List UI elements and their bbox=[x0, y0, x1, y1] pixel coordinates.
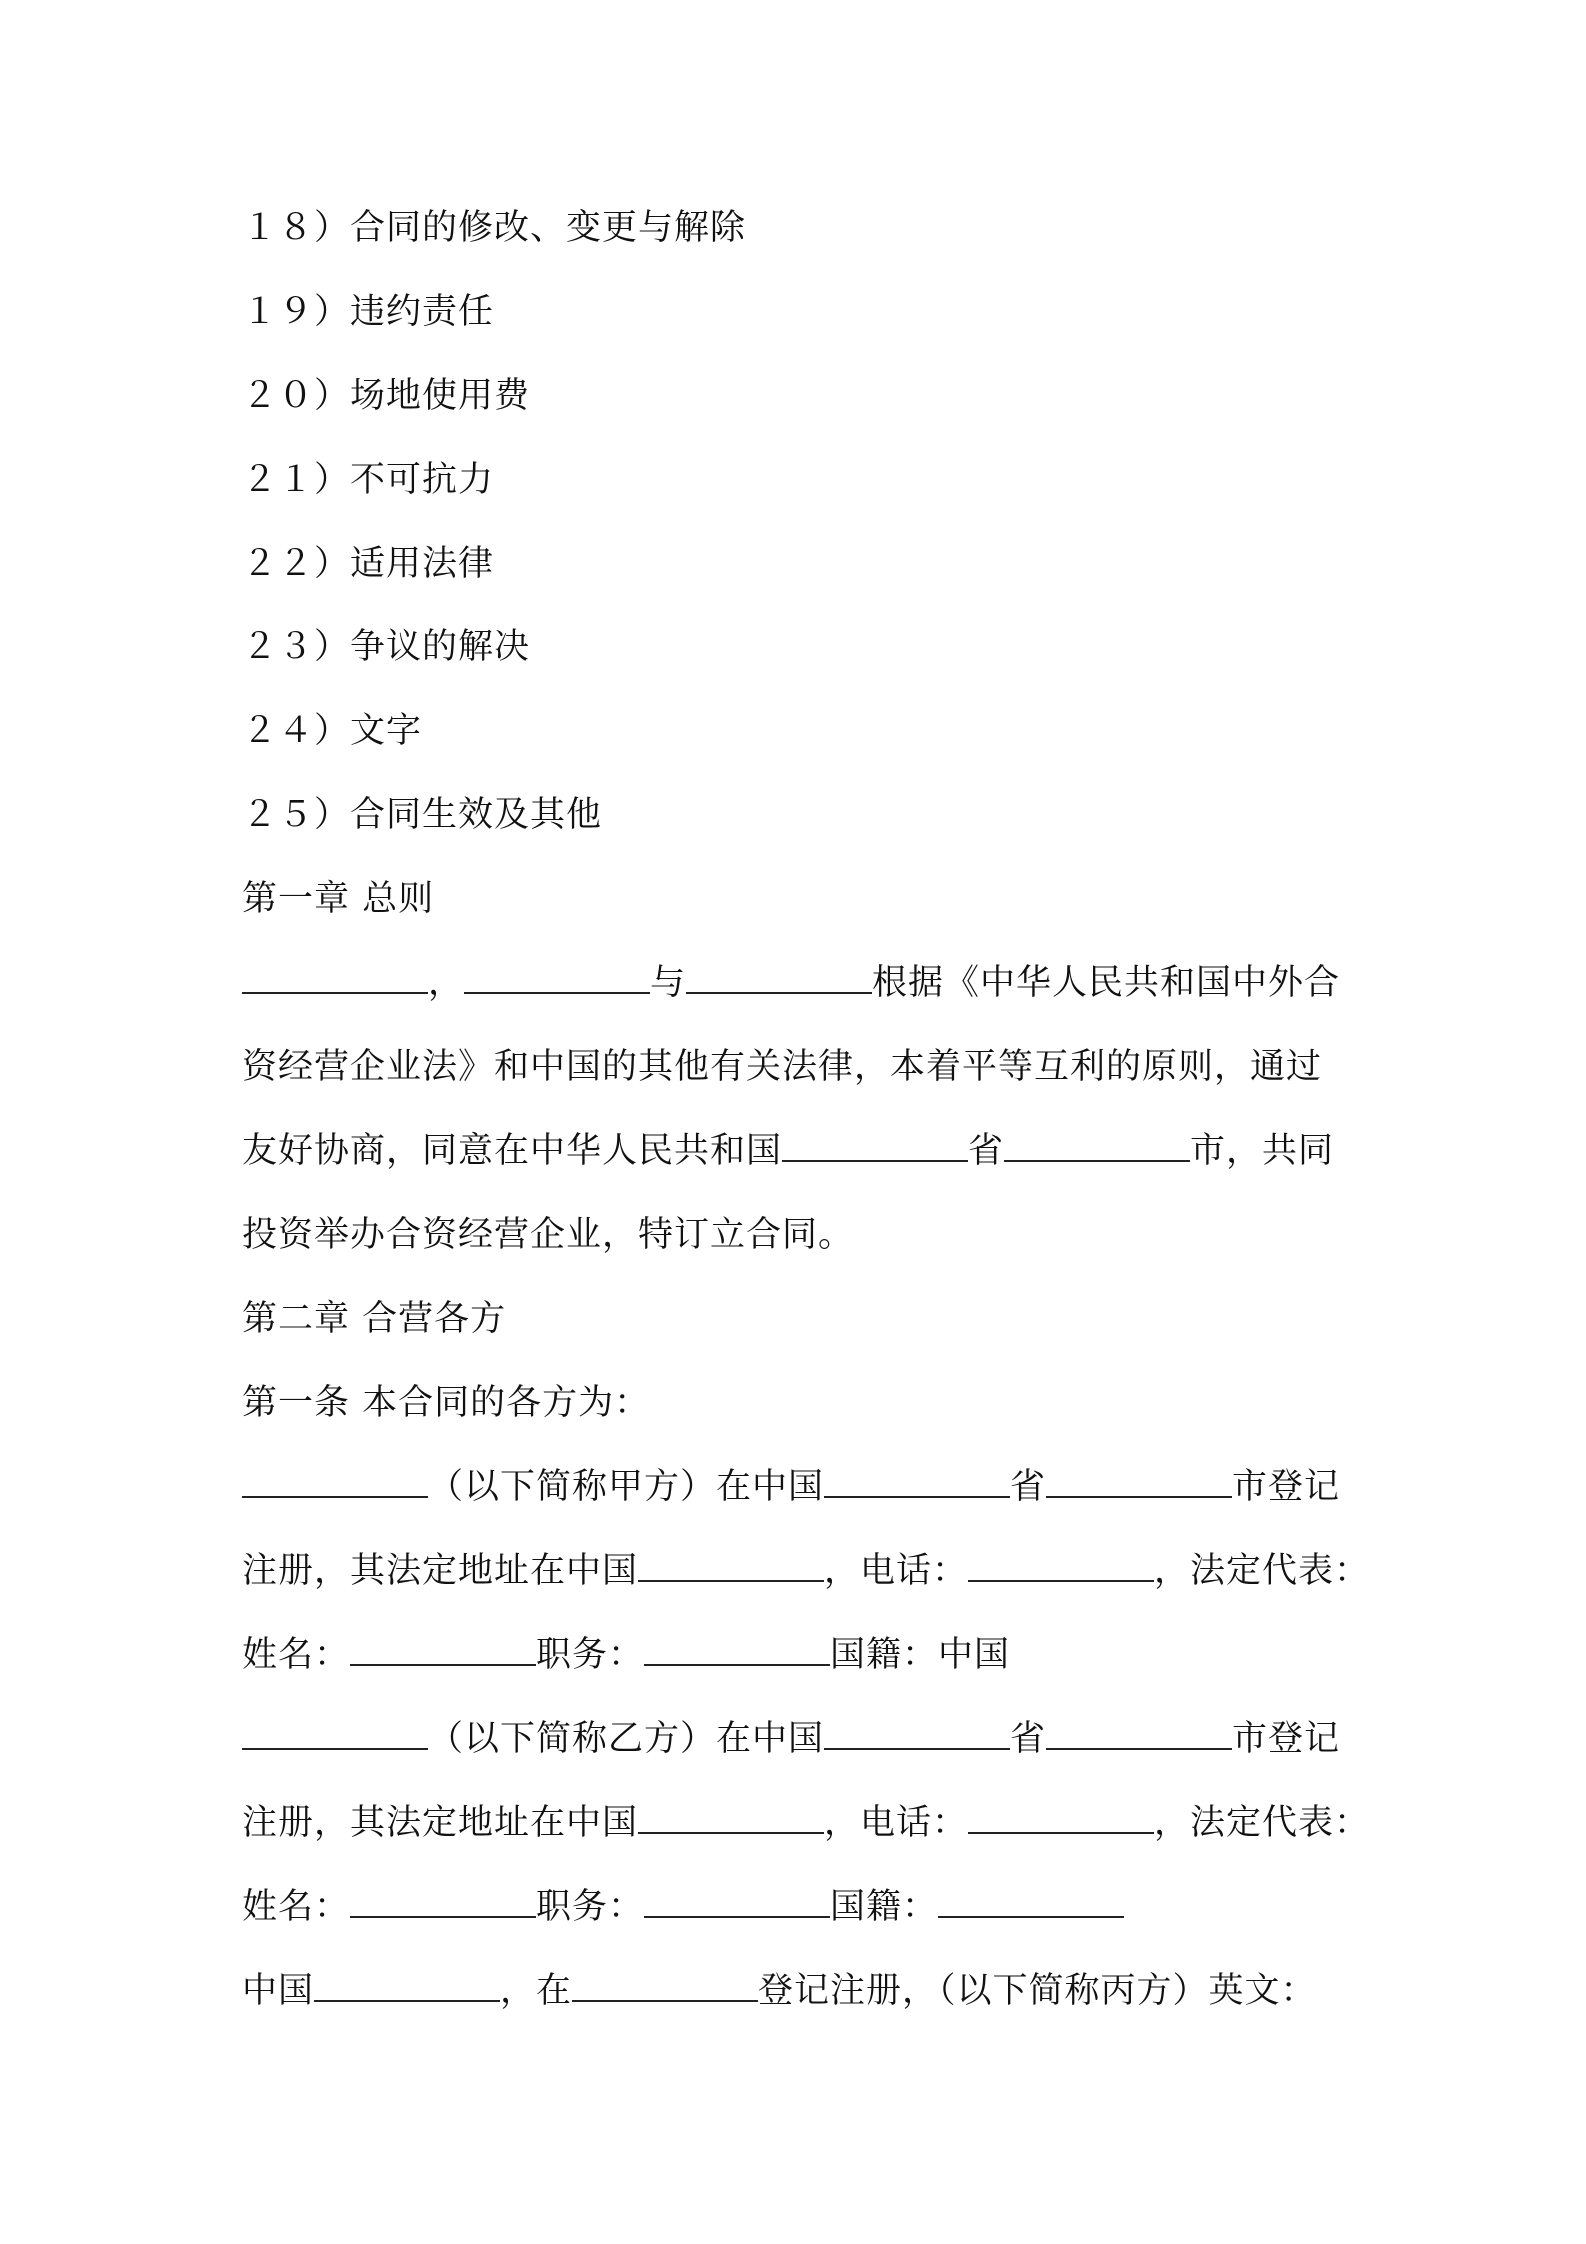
blank-party-b-nationality bbox=[938, 1884, 1124, 1918]
blank-party-b-rep-title bbox=[644, 1884, 830, 1918]
text-segment: （以下简称乙方）在中国 bbox=[428, 1719, 825, 1759]
blank-city bbox=[1004, 1128, 1190, 1162]
toc-item-18: １８）合同的修改、变更与解除 bbox=[242, 208, 747, 248]
text-segment: 登记注册，（以下简称丙方）英文： bbox=[758, 1971, 1317, 2011]
text-segment: 市登记 bbox=[1232, 1719, 1341, 1759]
party-a-line-3 bbox=[242, 1630, 1362, 1680]
blank-party-a-rep-title bbox=[644, 1632, 830, 1666]
party-b-line-1 bbox=[242, 1714, 1362, 1764]
text-segment: 注册，其法定地址在中国 bbox=[242, 1551, 639, 1591]
text-segment: ，法定代表： bbox=[1154, 1551, 1371, 1591]
text-segment: 姓名： bbox=[242, 1887, 351, 1927]
toc-item-25: ２５）合同生效及其他 bbox=[242, 795, 603, 835]
text-segment: 友好协商，同意在中华人民共和国 bbox=[242, 1131, 783, 1171]
text-segment: 省 bbox=[968, 1131, 1005, 1171]
blank-province bbox=[782, 1128, 968, 1162]
toc-item-21: ２１）不可抗力 bbox=[242, 460, 495, 500]
text-segment: 国籍：中国 bbox=[830, 1635, 1011, 1675]
blank-party-a-rep-name bbox=[350, 1632, 536, 1666]
chapter-1-paragraph-line-2: 资经营企业法》和中国的其他有关法律，本着平等互利的原则，通过 bbox=[242, 1047, 1323, 1087]
chapter-2-heading: 第二章 合营各方 bbox=[242, 1299, 507, 1339]
text-segment: 姓名： bbox=[242, 1635, 351, 1675]
toc-item-19: １９）违约责任 bbox=[242, 292, 495, 332]
text-segment: 根据《中华人民共和国中外合 bbox=[872, 963, 1341, 1003]
text-segment: 职务： bbox=[536, 1887, 645, 1927]
text-segment: 省 bbox=[1010, 1467, 1047, 1507]
toc-item-23: ２３）争议的解决 bbox=[242, 627, 531, 667]
blank-party-a-address bbox=[638, 1548, 824, 1582]
blank-party-a-phone bbox=[968, 1548, 1154, 1582]
blank-party-a-name bbox=[242, 1464, 428, 1498]
blank-party-b-city bbox=[1046, 1716, 1232, 1750]
text-segment: （以下简称甲方）在中国 bbox=[428, 1467, 825, 1507]
text-segment: ， bbox=[428, 963, 465, 1003]
chapter-1-paragraph-line-3 bbox=[242, 1126, 1362, 1176]
party-b-line-2 bbox=[242, 1798, 1371, 1848]
blank-party-3 bbox=[686, 960, 872, 994]
toc-item-22: ２２）适用法律 bbox=[242, 544, 495, 584]
text-segment: ，电话： bbox=[824, 1551, 969, 1591]
text-segment: 中国 bbox=[242, 1971, 315, 2011]
party-a-line-2 bbox=[242, 1546, 1371, 1596]
blank-party-c-name bbox=[314, 1968, 500, 2002]
chapter-1-paragraph-line-4: 投资举办合资经营企业，特订立合同。 bbox=[242, 1215, 855, 1255]
text-segment: 与 bbox=[650, 963, 687, 1003]
toc-item-20: ２０）场地使用费 bbox=[242, 376, 531, 416]
text-segment: 省 bbox=[1010, 1719, 1047, 1759]
text-segment: 市登记 bbox=[1232, 1467, 1341, 1507]
blank-party-b-name bbox=[242, 1716, 428, 1750]
blank-party-b-rep-name bbox=[350, 1884, 536, 1918]
text-segment: ，电话： bbox=[824, 1803, 969, 1843]
blank-party-b-phone bbox=[968, 1800, 1154, 1834]
blank-party-2 bbox=[464, 960, 650, 994]
chapter-1-paragraph-line-1 bbox=[242, 958, 1362, 1008]
party-c-line-1 bbox=[242, 1966, 1362, 2016]
text-segment: 注册，其法定地址在中国 bbox=[242, 1803, 639, 1843]
article-1-heading: 第一条 本合同的各方为： bbox=[242, 1383, 651, 1423]
party-a-line-1 bbox=[242, 1462, 1362, 1512]
text-segment: ，法定代表： bbox=[1154, 1803, 1371, 1843]
party-b-line-3 bbox=[242, 1882, 1362, 1932]
toc-item-24: ２４）文字 bbox=[242, 711, 423, 751]
text-segment: 国籍： bbox=[830, 1887, 939, 1927]
blank-party-a-province bbox=[824, 1464, 1010, 1498]
blank-party-1 bbox=[242, 960, 428, 994]
text-segment: 职务： bbox=[536, 1635, 645, 1675]
blank-party-c-place bbox=[572, 1968, 758, 2002]
text-segment: 市，共同 bbox=[1190, 1131, 1335, 1171]
text-segment: ，在 bbox=[500, 1971, 573, 2011]
blank-party-a-city bbox=[1046, 1464, 1232, 1498]
blank-party-b-province bbox=[824, 1716, 1010, 1750]
chapter-1-heading: 第一章 总则 bbox=[242, 879, 435, 919]
blank-party-b-address bbox=[638, 1800, 824, 1834]
